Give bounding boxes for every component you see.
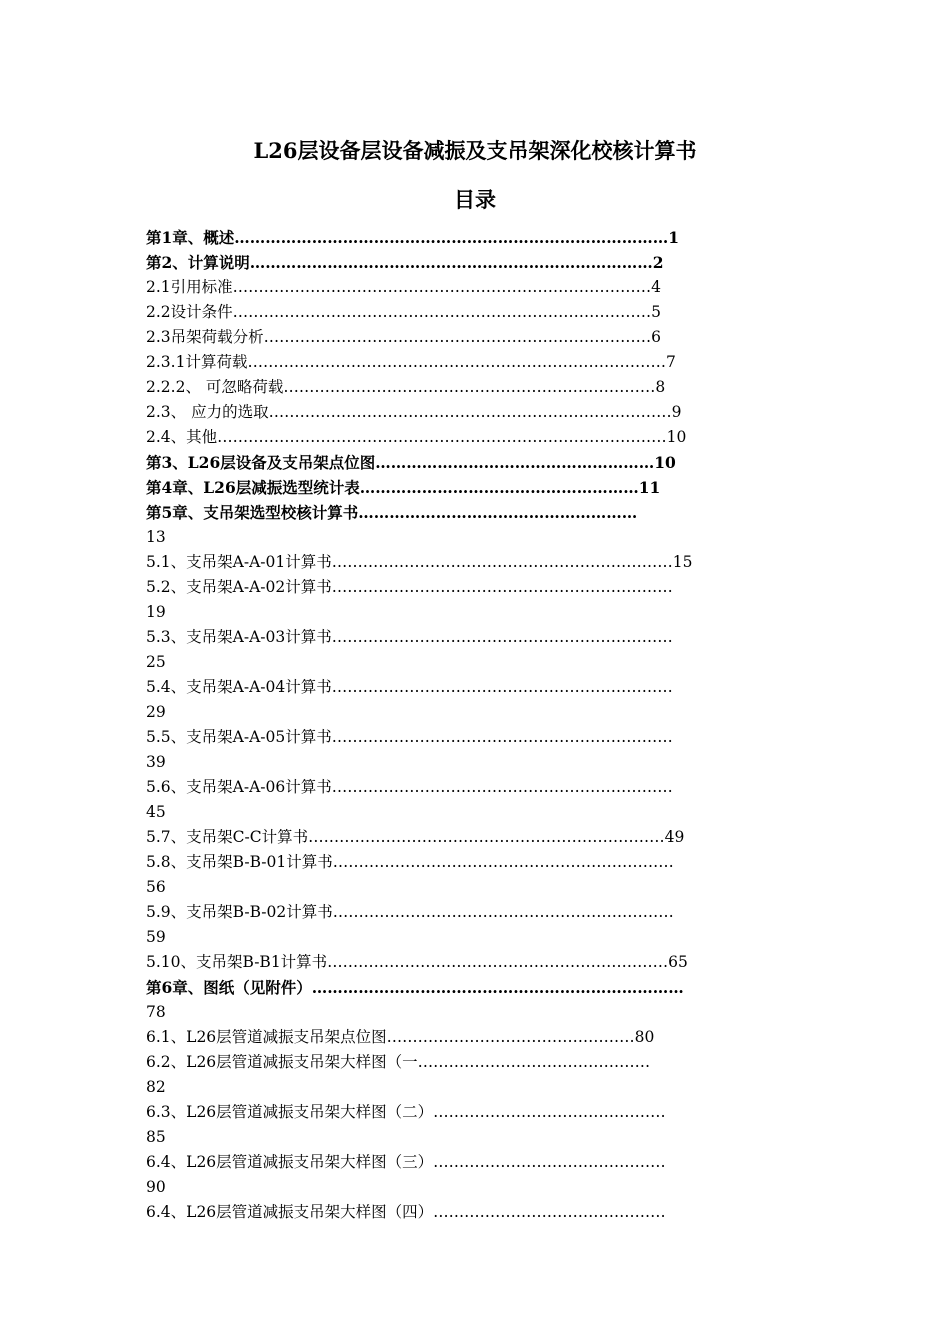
toc-entry[interactable]: 2.2设计条件………………………………………………………………………5 <box>146 303 662 321</box>
toc-entry[interactable]: 5.8、支吊架B-B-01计算书………………………………………………………… <box>146 853 674 871</box>
toc-entry[interactable]: 13 <box>146 528 166 546</box>
toc-entry[interactable]: 59 <box>146 928 166 946</box>
toc-entry[interactable]: 5.6、支吊架A-A-06计算书………………………………………………………… <box>146 778 673 796</box>
toc-entry[interactable]: 25 <box>146 653 166 671</box>
toc-entry[interactable]: 5.2、支吊架A-A-02计算书………………………………………………………… <box>146 578 673 596</box>
toc-entry[interactable]: 2.2.2、 可忽略荷载………………………………………………………………8 <box>146 378 666 396</box>
toc-entry[interactable]: 29 <box>146 703 166 721</box>
toc-entry[interactable]: 6.1、L26层管道减振支吊架点位图…………………………………………80 <box>146 1028 655 1046</box>
document-title: L26层设备层设备减振及支吊架深化校核计算书 <box>253 138 697 163</box>
toc-entry[interactable]: 2.4、其他……………………………………………………………………………10 <box>146 428 687 446</box>
toc-entry[interactable]: 85 <box>146 1128 166 1146</box>
toc-entry[interactable]: 2.3、 应力的选取……………………………………………………………………9 <box>146 403 682 421</box>
toc-entry[interactable]: 78 <box>146 1003 166 1021</box>
toc-entry[interactable]: 第1章、概述…………………………………………………………………………1 <box>146 228 680 247</box>
toc-entry[interactable]: 39 <box>146 753 166 771</box>
toc-entry[interactable]: 5.10、支吊架B-B1计算书…………………………………………………………65 <box>146 953 688 971</box>
toc-entry[interactable]: 第6章、图纸（见附件）……………………………………………………………… <box>146 978 684 997</box>
toc-entry[interactable]: 5.5、支吊架A-A-05计算书………………………………………………………… <box>146 728 673 746</box>
toc-entry[interactable]: 2.3吊架荷载分析…………………………………………………………………6 <box>146 328 662 346</box>
toc-entry[interactable]: 6.4、L26层管道减振支吊架大样图（三）……………………………………… <box>146 1153 666 1171</box>
toc-entry[interactable]: 45 <box>146 803 166 821</box>
toc-heading: 目录 <box>454 187 496 212</box>
toc-entry[interactable]: 2.3.1计算荷载………………………………………………………………………7 <box>146 353 676 371</box>
toc-entry[interactable]: 5.3、支吊架A-A-03计算书………………………………………………………… <box>146 628 673 646</box>
toc-entry[interactable]: 5.4、支吊架A-A-04计算书………………………………………………………… <box>146 678 673 696</box>
toc-entry[interactable]: 5.1、支吊架A-A-01计算书…………………………………………………………15 <box>146 553 693 571</box>
toc-entry[interactable]: 5.7、支吊架C-C计算书……………………………………………………………49 <box>146 828 685 846</box>
toc-entry[interactable]: 6.4、L26层管道减振支吊架大样图（四）……………………………………… <box>146 1203 666 1221</box>
toc-entry[interactable]: 第4章、L26层减振选型统计表………………………………………………11 <box>146 478 661 497</box>
toc-entry[interactable]: 2.1引用标准………………………………………………………………………4 <box>146 278 662 296</box>
toc-entry[interactable]: 90 <box>146 1178 166 1196</box>
toc-entry[interactable]: 19 <box>146 603 166 621</box>
toc-entry[interactable]: 6.3、L26层管道减振支吊架大样图（二）……………………………………… <box>146 1103 666 1121</box>
toc-entry[interactable]: 56 <box>146 878 166 896</box>
toc-entry[interactable]: 第3、L26层设备及支吊架点位图………………………………………………10 <box>146 453 676 472</box>
toc-entry[interactable]: 6.2、L26层管道减振支吊架大样图（一……………………………………… <box>146 1053 651 1071</box>
toc-entry[interactable]: 5.9、支吊架B-B-02计算书………………………………………………………… <box>146 903 674 921</box>
toc-entry[interactable]: 第2、计算说明……………………………………………………………………2 <box>146 253 664 272</box>
toc-entry[interactable]: 82 <box>146 1078 166 1096</box>
toc-entry[interactable]: 第5章、支吊架选型校核计算书……………………………………………… <box>146 503 638 522</box>
table-of-contents <box>146 225 826 1225</box>
